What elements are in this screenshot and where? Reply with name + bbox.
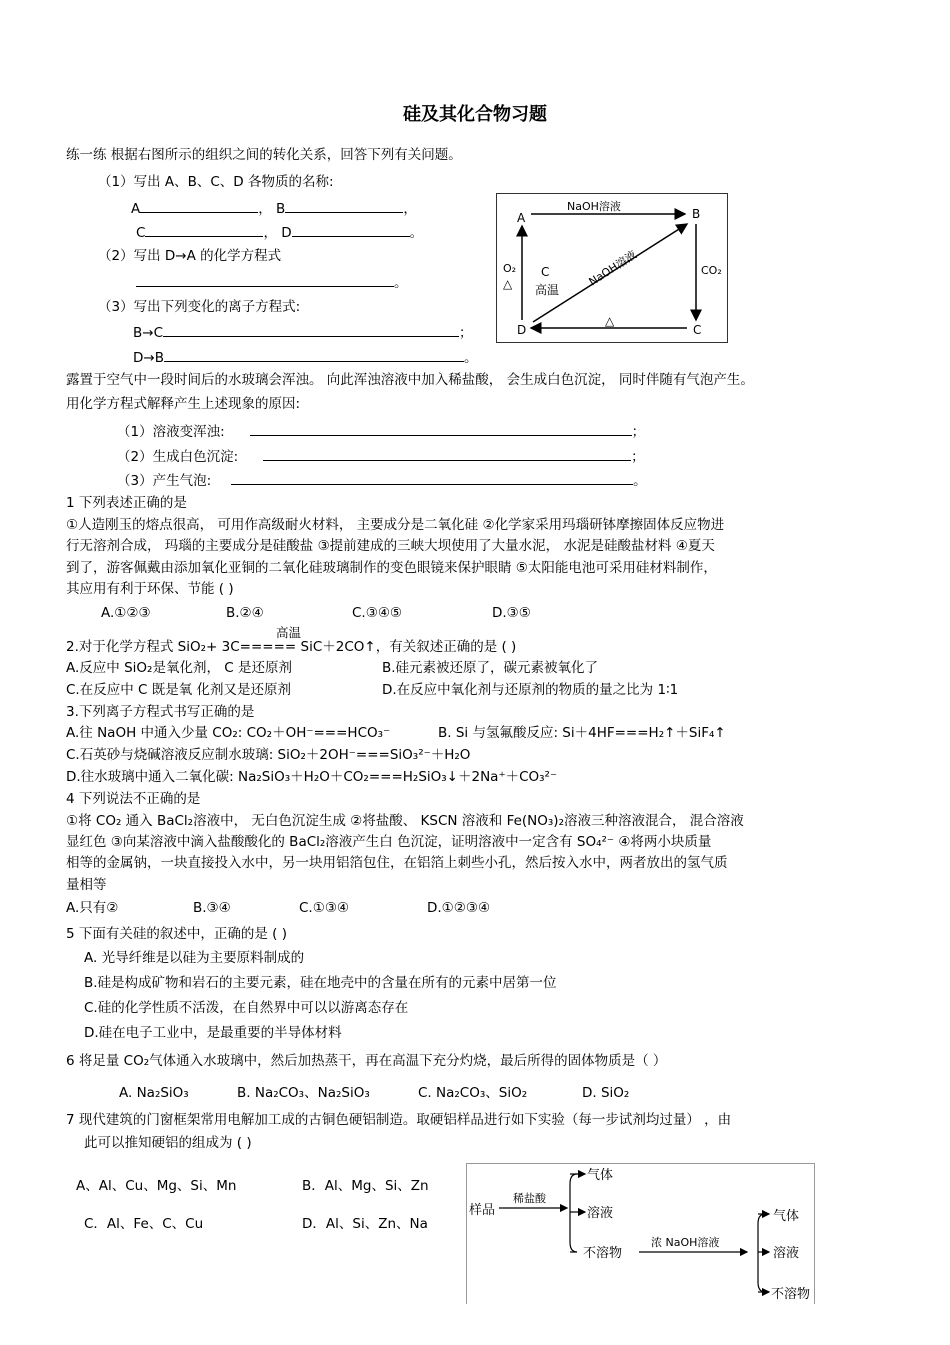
conversion-diagram-svg: [497, 194, 727, 342]
intro-q2-answer: [136, 272, 408, 292]
label-bottom-heat: △: [605, 314, 615, 328]
glass-s1: [117, 421, 645, 441]
q2-option-c[interactable]: C.在反应中 C 既是氧 化剂又是还原剂: [66, 682, 292, 698]
glass-line1: 露置于空气中一段时间后的水玻璃会浑浊。 向此浑浊溶液中加入稀盐酸， 会生成白色沉淀， 同时伴随有气泡产生。: [66, 372, 754, 388]
bc-end: ；: [459, 325, 473, 341]
node-c: C: [693, 323, 702, 337]
q4-option-c[interactable]: C.①③④: [299, 900, 350, 916]
q5-option-a[interactable]: A. 光导纤维是以硅为主要原料制成的: [84, 950, 305, 966]
glass-s1-end: ；: [631, 424, 646, 440]
intro-heading: 练一练 根据右图所示的组织之间的转化关系，回答下列有关问题。: [66, 147, 462, 163]
q2-end: 。: [394, 275, 408, 291]
q4-line3: 相等的金属钠，一块直接投入水中，另一块用铝箔包住，在铝箔上刺些小孔，然后按入水中，两者放出的氢气质: [66, 855, 728, 871]
q1-stem: 1 下列表述正确的是: [66, 495, 187, 511]
intro-q3-db: [133, 347, 477, 367]
answer-blank-bc[interactable]: [163, 322, 459, 337]
q5-option-b[interactable]: B.硅是构成矿物和岩石的主要元素，硅在地壳中的含量在所有的元素中居第一位: [84, 975, 557, 991]
node-a: A: [517, 211, 526, 225]
flow-solution2: 溶液: [773, 1246, 800, 1261]
q4-line1: ①将 CO₂ 通入 BaCl₂溶液中， 无白色沉淀生成 ②将盐酸、 KSCN 溶液和 Fe(NO₃)₂溶液三种溶液混合， 混合溶液: [66, 813, 744, 829]
q3-option-a[interactable]: A.往 NaOH 中通入少量 CO₂: CO₂＋OH⁻===HCO₃⁻: [66, 725, 391, 741]
q1-option-a[interactable]: A.①②③: [101, 605, 151, 621]
label-a: A: [131, 201, 141, 217]
q6-option-a[interactable]: A. Na₂SiO₃: [119, 1085, 189, 1101]
q6-option-d[interactable]: D. SiO₂: [582, 1085, 630, 1101]
answer-blank-q2[interactable]: [136, 272, 394, 287]
label-left-o2: O₂: [503, 262, 517, 275]
label-top-naoh: NaOH溶液: [567, 200, 621, 213]
flow-sample: 样品: [469, 1203, 496, 1218]
q1-line2: 行无溶剂合成， 玛瑙的主要成分是硅酸盐 ③提前建成的三峡大坝使用了大量水泥， 水泥是硅酸盐材料 ④夏天: [66, 538, 715, 554]
flow-insoluble2: 不溶物: [771, 1287, 811, 1302]
q4-line2: 显红色 ③向某溶液中滴入盐酸酸化的 BaCl₂溶液产生白 色沉淀，证明溶液中一定含有 SO₄²⁻ ④将两小块质量: [66, 834, 712, 850]
q2-option-d[interactable]: D.在反应中氧化剂与还原剂的物质的量之比为 1∶1: [382, 682, 679, 698]
q3-option-c[interactable]: C.石英砂与烧碱溶液反应制水玻璃: SiO₂＋2OH⁻===SiO₃²⁻＋H₂O: [66, 747, 471, 763]
q3-stem: 3.下列离子方程式书写正确的是: [66, 704, 255, 720]
q3-option-b[interactable]: B. Si 与氢氟酸反应: Si＋4HF===H₂↑＋SiF₄↑: [438, 725, 726, 741]
intro-q3: （3）写出下列变化的离子方程式:: [98, 299, 301, 315]
q7-option-a[interactable]: A、Al、Cu、Mg、Si、Mn: [76, 1178, 237, 1194]
glass-line2: 用化学方程式解释产生上述现象的原因:: [66, 396, 301, 412]
q7-option-b[interactable]: B．Al、Mg、Si、Zn: [302, 1178, 429, 1194]
answer-blank-c[interactable]: [145, 222, 263, 237]
intro-q1: （1）写出 A、B、C、D 各物质的名称:: [98, 174, 334, 190]
q2-stem: 2.对于化学方程式 SiO₂+ 3C===== SiC＋2CO↑，有关叙述正确的是 ( ): [66, 639, 517, 655]
q6-option-c[interactable]: C. Na₂CO₃、SiO₂: [418, 1085, 528, 1101]
experiment-flow-svg: [467, 1164, 814, 1304]
q4-option-d[interactable]: D.①②③④: [427, 900, 491, 916]
flow-acid: 稀盐酸: [513, 1192, 546, 1205]
answer-blank-glass-2[interactable]: [263, 446, 631, 461]
q1-line4: 其应用有利于环保、节能 ( ): [66, 581, 234, 597]
label-d-to-b: D→B: [133, 350, 164, 366]
glass-s3: [117, 470, 647, 490]
q3-option-d[interactable]: D.往水玻璃中通入二氧化碳: Na₂SiO₃＋H₂O＋CO₂===H₂SiO₃↓＋2Na⁺＋CO₃²⁻: [66, 769, 558, 785]
q5-option-c[interactable]: C.硅的化学性质不活泼，在自然界中可以以游离态存在: [84, 1000, 409, 1016]
conversion-diagram: [496, 193, 728, 343]
intro-q2: （2）写出 D→A 的化学方程式: [98, 248, 282, 264]
flow-bracket-2: [758, 1214, 765, 1292]
glass-s2-label: （2）生成白色沉淀:: [117, 449, 239, 465]
answer-blank-d[interactable]: [292, 222, 410, 237]
q6-option-b[interactable]: B. Na₂CO₃、Na₂SiO₃: [237, 1085, 370, 1101]
q1-option-b[interactable]: B.②④: [226, 605, 264, 621]
q4-option-b[interactable]: B.③④: [193, 900, 231, 916]
q7-stem2: 此可以推知硬铝的组成为 ( ): [84, 1135, 252, 1151]
answer-blank-glass-1[interactable]: [250, 421, 632, 436]
flow-solution1: 溶液: [587, 1206, 614, 1221]
label-left-heat: △: [503, 277, 513, 291]
flow-gas2: 气体: [773, 1209, 800, 1224]
node-d: D: [517, 323, 527, 337]
glass-s1-label: （1）溶液变浑浊:: [117, 424, 225, 440]
flow-gas1: 气体: [587, 1168, 614, 1183]
q7-option-c[interactable]: C．Al、Fe、C、Cu: [84, 1216, 204, 1232]
intro-q1-cd: [136, 222, 423, 242]
q5-stem: 5 下面有关硅的叙述中，正确的是 ( ): [66, 926, 287, 942]
node-b: B: [692, 207, 701, 221]
answer-blank-glass-3[interactable]: [231, 470, 633, 485]
q4-line4: 量相等: [66, 877, 107, 893]
label-b-to-c: B→C: [133, 325, 163, 341]
answer-blank-a[interactable]: [140, 198, 258, 213]
label-d-end: 。: [409, 225, 424, 241]
page-title: 硅及其化合物习题: [403, 104, 547, 125]
flow-base: 浓 NaOH溶液: [651, 1236, 720, 1249]
intro-q1-ab: [131, 198, 417, 218]
db-end: 。: [463, 350, 478, 366]
label-right-co2: CO₂: [701, 264, 722, 277]
q4-option-a[interactable]: A.只有②: [66, 900, 119, 916]
q4-stem: 4 下列说法不正确的是: [66, 791, 201, 807]
experiment-flow-diagram: [466, 1163, 815, 1304]
q1-option-c[interactable]: C.③④⑤: [352, 605, 403, 621]
q7-stem: 7 现代建筑的门窗框架常用电解加工成的古铜色硬铝制造。取硬铝样品进行如下实验（每一步试剂均过量） ，由: [66, 1112, 732, 1128]
q5-option-d[interactable]: D.硅在电子工业中，是最重要的半导体材料: [84, 1025, 342, 1041]
q2-condition: 高温: [276, 625, 302, 640]
q1-option-d[interactable]: D.③⑤: [492, 605, 531, 621]
glass-s2: [117, 446, 645, 466]
glass-s2-end: ；: [631, 449, 645, 465]
q1-line1: ①人造刚玉的熔点很高， 可用作高级耐火材料， 主要成分是二氧化硅 ②化学家采用玛瑙研钵摩擦固体反应物进: [66, 517, 725, 533]
flow-insoluble1: 不溶物: [583, 1246, 623, 1261]
flow-bracket-1: [570, 1174, 577, 1252]
glass-s3-end: 。: [633, 473, 647, 489]
label-mid-high-temp: 高温: [535, 283, 560, 297]
label-b: ， B: [258, 201, 286, 217]
q2-option-a[interactable]: A.反应中 SiO₂是氧化剂， C 是还原剂: [66, 660, 292, 676]
label-b-end: ，: [403, 201, 417, 217]
answer-blank-b[interactable]: [285, 198, 403, 213]
label-diag-naoh: NaOH溶液: [586, 248, 639, 289]
label-c: C: [136, 225, 146, 241]
q2-option-b[interactable]: B.硅元素被还原了，碳元素被氧化了: [382, 660, 599, 676]
q1-line3: 到了，游客佩戴由添加氧化亚铜的二氧化硅玻璃制作的变色眼镜来保护眼睛 ⑤太阳能电池可采用硅材料制作，: [66, 560, 717, 576]
label-mid-c: C: [541, 265, 550, 279]
q7-option-d[interactable]: D．Al、Si、Zn、Na: [302, 1216, 428, 1232]
glass-s3-label: （3）产生气泡:: [117, 473, 212, 489]
q6-stem: 6 将足量 CO₂气体通入水玻璃中，然后加热蒸干，再在高温下充分灼烧，最后所得的固体物质是（ ）: [66, 1053, 667, 1069]
intro-q3-bc: [133, 322, 473, 342]
answer-blank-db[interactable]: [164, 347, 464, 362]
label-d: ， D: [263, 225, 292, 241]
